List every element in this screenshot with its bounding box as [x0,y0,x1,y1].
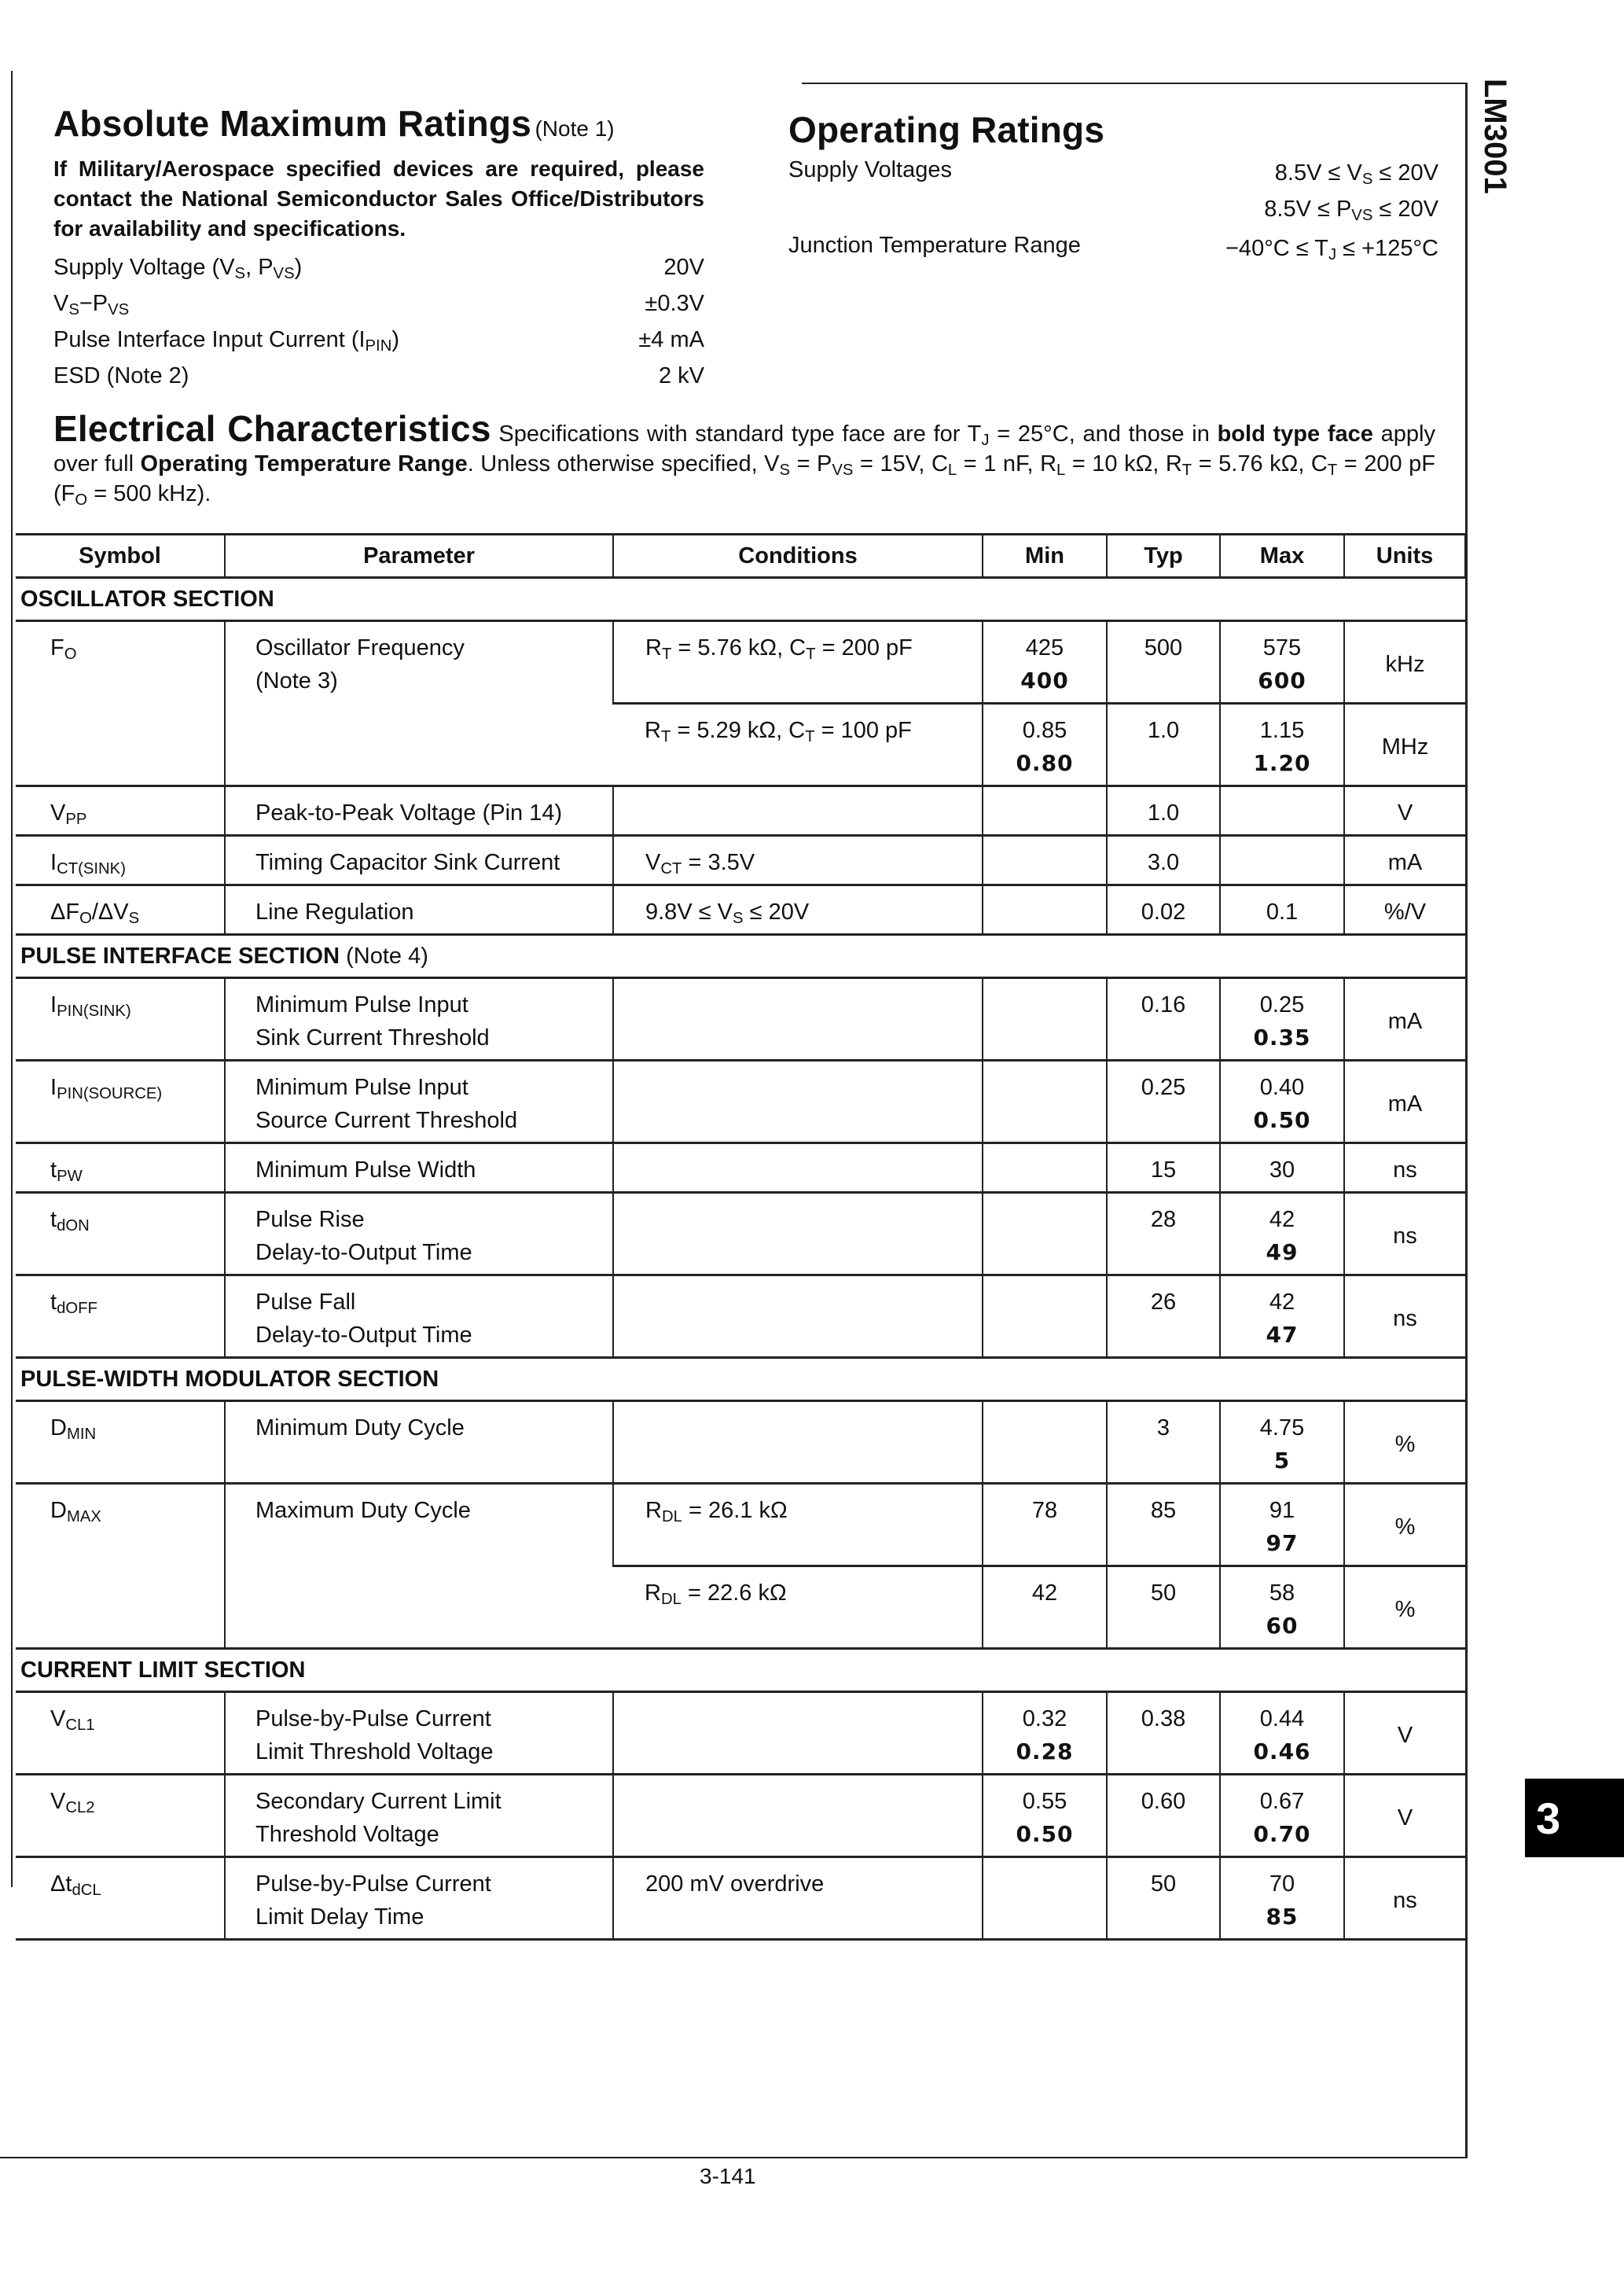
header-symbol: Symbol [16,535,225,578]
unit-dmax-a: % [1344,1484,1465,1566]
symbol-vcl1: $V_{CL1}$ [16,1692,225,1775]
typ-fo-a: 500 [1107,621,1220,704]
max-dmax-a: 91 97 [1220,1484,1344,1566]
param-ict: Timing Capacitor Sink Current [225,836,613,885]
min-vcl2: 0.55 0.50 [983,1775,1107,1857]
abs-max-row-label: ESD (Note 2) [53,363,189,388]
abs-max-title: Absolute Maximum Ratings [53,103,531,144]
min-ipin-sink [983,978,1107,1061]
min-ict [983,836,1107,885]
cond-ipin-sink [613,978,983,1061]
min-tpw [983,1143,1107,1193]
cond-dmax-a: $R_{DL} = 26.1$ kΩ [613,1484,983,1566]
abs-max-row-value: 2 kV [658,363,704,388]
typ-dmin: 3 [1107,1401,1220,1484]
param-tdoff: Pulse Fall Delay-to-Output Time [225,1275,613,1358]
min-fo-b: 0.85 0.80 [983,704,1107,786]
typ-tdcl: 50 [1107,1857,1220,1940]
typ-tpw: 15 [1107,1143,1220,1193]
header-max: Max [1220,535,1344,578]
supply-voltage-pvs-range: $8.5V \le P_{VS} \le 20V$ [1264,197,1438,225]
cond-fo-b: $R_T = 5.29$ kΩ, $C_T = 100$ pF [613,704,983,786]
supply-voltages-label: Supply Voltages [788,157,952,182]
unit-vcl2: V [1344,1775,1465,1857]
unit-fo-a: kHz [1344,621,1465,704]
unit-tdoff: ns [1344,1275,1465,1358]
abs-max-row [53,321,704,357]
min-dmax-b: 42 [983,1566,1107,1649]
unit-tdcl: ns [1344,1857,1465,1940]
table-header-row [16,535,1465,578]
param-dfo: Line Regulation [225,885,613,935]
param-vpp: Peak-to-Peak Voltage (Pin 14) [225,786,613,836]
param-dmax: Maximum Duty Cycle [225,1484,613,1649]
bottom-frame-line [0,2157,1467,2158]
table-row [16,1692,1465,1775]
part-number: LM3001 [1478,79,1512,194]
cond-vcl2 [613,1775,983,1857]
section-pwm: PULSE-WIDTH MODULATOR SECTION [16,1358,1465,1401]
symbol-vpp: $V_{PP}$ [16,786,225,836]
param-dmin: Minimum Duty Cycle [225,1401,613,1484]
section-oscillator: OSCILLATOR SECTION [16,578,1465,621]
abs-max-note: (Note 1) [535,116,615,141]
table-row [16,1857,1465,1940]
typ-tdon: 28 [1107,1193,1220,1275]
min-vcl1: 0.32 0.28 [983,1692,1107,1775]
max-ipin-sink: 0.25 0.35 [1220,978,1344,1061]
table-row [16,1061,1465,1143]
max-ict [1220,836,1344,885]
max-tpw: 30 [1220,1143,1344,1193]
cond-dmax-b: $R_{DL} = 22.6$ kΩ [613,1566,983,1649]
max-fo-a: 575 600 [1220,621,1344,704]
symbol-fo: $F_O$ [16,621,225,786]
table-row [16,1484,1465,1566]
unit-dmin: % [1344,1401,1465,1484]
typ-vcl2: 0.60 [1107,1775,1220,1857]
unit-vpp: V [1344,786,1465,836]
header-units: Units [1344,535,1465,578]
min-dmax-a: 78 [983,1484,1107,1566]
param-vcl1: Pulse-by-Pulse Current Limit Threshold Voltage [225,1692,613,1775]
symbol-vcl2: $V_{CL2}$ [16,1775,225,1857]
abs-max-row-value: ±0.3V [645,291,704,316]
page-number: 3-141 [700,2164,756,2188]
max-dmin: 4.75 5 [1220,1401,1344,1484]
min-ipin-source [983,1061,1107,1143]
param-ipin-sink: Minimum Pulse Input Sink Current Threshold [225,978,613,1061]
min-vpp [983,786,1107,836]
unit-fo-b: MHz [1344,704,1465,786]
unit-tdon: ns [1344,1193,1465,1275]
abs-max-heading [53,102,615,145]
abs-max-row [53,357,704,393]
min-fo-a: 425 400 [983,621,1107,704]
cond-ict: $V_{CT} = 3.5V$ [613,836,983,885]
min-tdoff [983,1275,1107,1358]
unit-dmax-b: % [1344,1566,1465,1649]
max-dfo: 0.1 [1220,885,1344,935]
header-conditions: Conditions [613,535,983,578]
min-dfo [983,885,1107,935]
param-osc-frequency: Oscillator Frequency (Note 3) [225,621,613,786]
param-tdon: Pulse Rise Delay-to-Output Time [225,1193,613,1275]
symbol-tpw: $t_{PW}$ [16,1143,225,1193]
max-ipin-source: 0.40 0.50 [1220,1061,1344,1143]
unit-tpw: ns [1344,1143,1465,1193]
junction-temp-label: Junction Temperature Range [788,233,1081,258]
typ-vpp: 1.0 [1107,786,1220,836]
op-ratings-title: Operating Ratings [788,109,1105,150]
abs-max-row [53,248,704,285]
min-dmin [983,1401,1107,1484]
symbol-ipin-sink: $I_{PIN(SINK)}$ [16,978,225,1061]
unit-dfo: %/V [1344,885,1465,935]
cond-vpp [613,786,983,836]
cond-tdoff [613,1275,983,1358]
min-tdcl [983,1857,1107,1940]
max-vcl2: 0.67 0.70 [1220,1775,1344,1857]
header-parameter: Parameter [225,535,613,578]
typ-dmax-b: 50 [1107,1566,1220,1649]
typ-dfo: 0.02 [1107,885,1220,935]
param-ipin-source: Minimum Pulse Input Source Current Threshold [225,1061,613,1143]
abs-max-row-label: Pulse Interface Input Current $(I_{PIN})$ [53,327,400,355]
supply-voltage-vs-range: $8.5V \le V_S \le 20V$ [1274,160,1438,189]
section-pulse-interface: PULSE INTERFACE SECTION (Note 4) [16,935,1465,978]
ec-title: Electrical Characteristics [53,408,491,449]
header-min: Min [983,535,1107,578]
cond-vcl1 [613,1692,983,1775]
symbol-tdoff: $t_{dOFF}$ [16,1275,225,1358]
section-row [16,1358,1465,1401]
cond-ipin-source [613,1061,983,1143]
header-typ: Typ [1107,535,1220,578]
abs-max-row-value: 20V [663,255,704,280]
min-tdon [983,1193,1107,1275]
electrical-characteristics-table [16,533,1466,1941]
abs-max-row-label: $V_S-P_{VS}$ [53,291,130,319]
abs-max-row-label: Supply Voltage ($V_S$, $P_{VS}$) [53,255,303,283]
section-row [16,578,1465,621]
param-vcl2: Secondary Current Limit Threshold Voltage [225,1775,613,1857]
table-row [16,1775,1465,1857]
cond-fo-a: $R_T = 5.76$ kΩ, $C_T = 200$ pF [613,621,983,704]
table-row [16,1401,1465,1484]
table-row [16,786,1465,836]
cond-tpw [613,1143,983,1193]
table-row [16,978,1465,1061]
max-tdcl: 70 85 [1220,1857,1344,1940]
section-row [16,1649,1465,1692]
symbol-tdcl: $\Delta t_{dCL}$ [16,1857,225,1940]
table-row [16,621,1465,704]
unit-ict: mA [1344,836,1465,885]
unit-ipin-sink: mA [1344,978,1465,1061]
typ-dmax-a: 85 [1107,1484,1220,1566]
symbol-dmax: $D_{MAX}$ [16,1484,225,1649]
symbol-dmin: $D_{MIN}$ [16,1401,225,1484]
table-row [16,1193,1465,1275]
cond-tdon [613,1193,983,1275]
max-tdon: 42 49 [1220,1193,1344,1275]
symbol-dfo: $\Delta F_O/\Delta V_S$ [16,885,225,935]
section-current-limit: CURRENT LIMIT SECTION [16,1649,1465,1692]
symbol-tdon: $t_{dON}$ [16,1193,225,1275]
table-row [16,885,1465,935]
unit-vcl1: V [1344,1692,1465,1775]
table-row [16,1275,1465,1358]
table-row [16,1143,1465,1193]
abs-max-row [53,285,704,321]
cond-dfo: $9.8V \le V_S \le 20V$ [613,885,983,935]
left-margin-line [11,71,13,1887]
side-tab: 3 [1525,1779,1624,1857]
typ-ipin-source: 0.25 [1107,1061,1220,1143]
abs-max-row-value: ±4 mA [638,327,704,352]
junction-temp-range: $-40^\circ C \le T_J \le +125^\circ C$ [1225,236,1438,264]
symbol-ict: $I_{CT(SINK)}$ [16,836,225,885]
max-vcl1: 0.44 0.46 [1220,1692,1344,1775]
max-fo-b: 1.15 1.20 [1220,704,1344,786]
typ-tdoff: 26 [1107,1275,1220,1358]
param-tdcl: Pulse-by-Pulse Current Limit Delay Time [225,1857,613,1940]
table-row [16,836,1465,885]
section-row [16,935,1465,978]
typ-ict: 3.0 [1107,836,1220,885]
typ-fo-b: 1.0 [1107,704,1220,786]
max-dmax-b: 58 60 [1220,1566,1344,1649]
typ-ipin-sink: 0.16 [1107,978,1220,1061]
symbol-ipin-source: $I_{PIN(SOURCE)}$ [16,1061,225,1143]
max-tdoff: 42 47 [1220,1275,1344,1358]
top-frame-line [802,83,1467,84]
abs-max-warning: If Military/Aerospace specified devices are required, please contact the National Semiconductor Sales Office/Distributors for availability and specifications. [53,156,704,241]
cond-tdcl: 200 mV overdrive [613,1857,983,1940]
typ-vcl1: 0.38 [1107,1692,1220,1775]
unit-ipin-source: mA [1344,1061,1465,1143]
cond-dmin [613,1401,983,1484]
param-tpw: Minimum Pulse Width [225,1143,613,1193]
max-vpp [1220,786,1344,836]
ec-intro: Electrical Characteristics Specifications with standard type face are for $T_J = 25^\circ C$, and those in bold type face apply over full Operating Temperature Range. Unless otherwise specified, $V_S = P_{VS} = 15V$, $C_L = 1$ nF, $R_L = 10$ kΩ, $R_T = 5.76$ kΩ, $C_T = 200$ pF ($F_O = 500$ kHz). [53,408,1435,510]
